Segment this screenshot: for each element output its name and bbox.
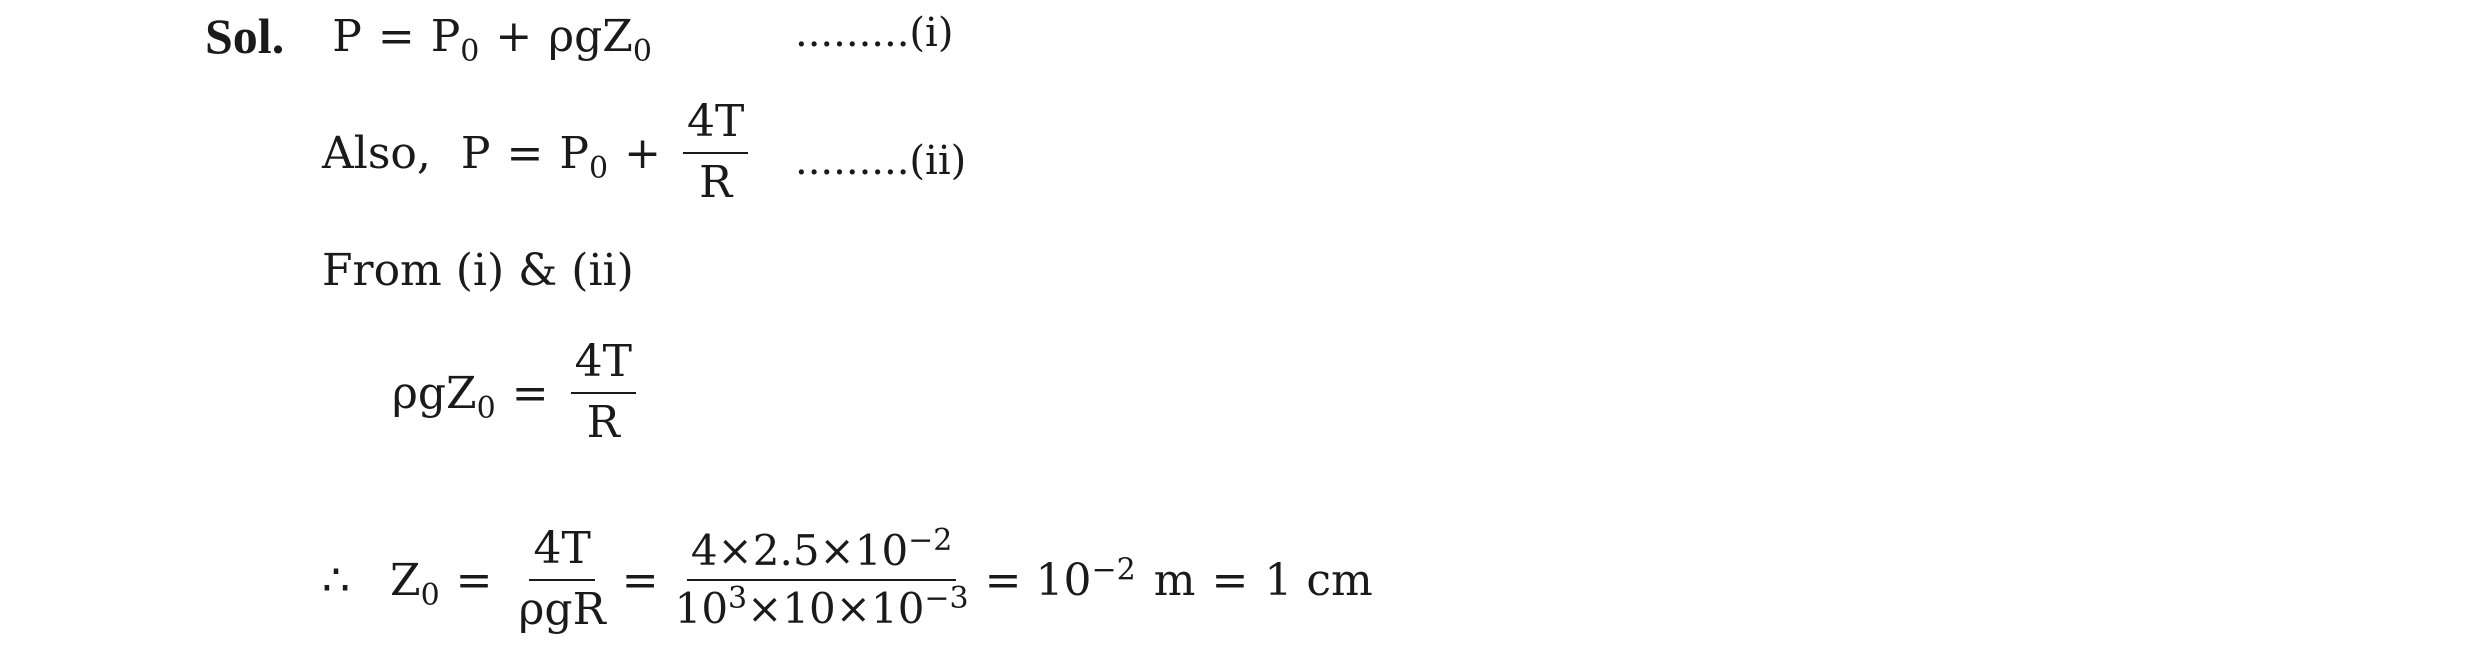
eq4-equals-1: = <box>455 554 493 606</box>
equation-ref-1: .........(i) <box>795 10 954 56</box>
eq1-lhs: P <box>332 10 362 62</box>
eq4-equals-2: = <box>621 554 659 606</box>
eq4-result-unit: m <box>1153 554 1196 606</box>
equation-ref-2: .........(ii) <box>795 138 967 184</box>
eq2-plus: + <box>624 127 661 179</box>
eq2-frac-numerator: 4T <box>683 97 748 154</box>
from-text: From (i) & (ii) <box>322 244 634 296</box>
eq1-rho-g-z: ρgZ$_0$ <box>548 10 652 69</box>
equation-line-2 <box>322 98 754 208</box>
eq2-p0: $P_0$ <box>559 127 609 186</box>
eq4-result: $10^{-2}$ <box>1035 551 1136 606</box>
eq2-equals: = <box>506 127 544 179</box>
eq1-plus: + <box>495 10 533 62</box>
eq3-rho-g-z: ρgZ$_0$ <box>392 367 496 426</box>
eq3-frac-numerator: 4T <box>571 337 636 394</box>
eq3-fraction <box>571 337 636 448</box>
eq2-lhs: P <box>460 127 491 179</box>
equation-line-1 <box>205 6 652 69</box>
solution-label: Sol. <box>205 8 285 64</box>
eq1-equals: = <box>377 10 415 62</box>
eq2-frac-denominator: R <box>699 157 733 208</box>
eq4-fraction-1 <box>515 524 610 635</box>
eq4-z0: $Z_0$ <box>390 554 440 613</box>
equation-line-4 <box>322 520 1373 640</box>
eq4-frac2-denominator: $10^3\times 10\times 10^{-3}$ <box>674 581 969 633</box>
eq4-final: 1 cm <box>1264 554 1373 606</box>
eq2-also: Also, <box>322 127 431 179</box>
equation-line-3 <box>392 338 642 448</box>
eq3-equals: = <box>511 367 549 419</box>
eq2-fraction <box>683 97 748 208</box>
therefore-symbol: ∴ <box>322 554 350 606</box>
eq4-frac1-numerator: 4T <box>529 524 594 581</box>
eq4-frac2-numerator: $4\times 2.5\times 10^{-2}$ <box>687 527 957 581</box>
eq4-frac1-denominator: ρgR <box>518 584 606 635</box>
eq4-equals-3: = <box>984 554 1022 606</box>
eq4-equals-4: = <box>1211 554 1249 606</box>
eq3-frac-denominator: R <box>586 397 620 448</box>
eq1-p0: $P_0$ <box>430 10 480 69</box>
from-text-line <box>322 240 634 300</box>
eq4-fraction-2 <box>671 522 973 634</box>
